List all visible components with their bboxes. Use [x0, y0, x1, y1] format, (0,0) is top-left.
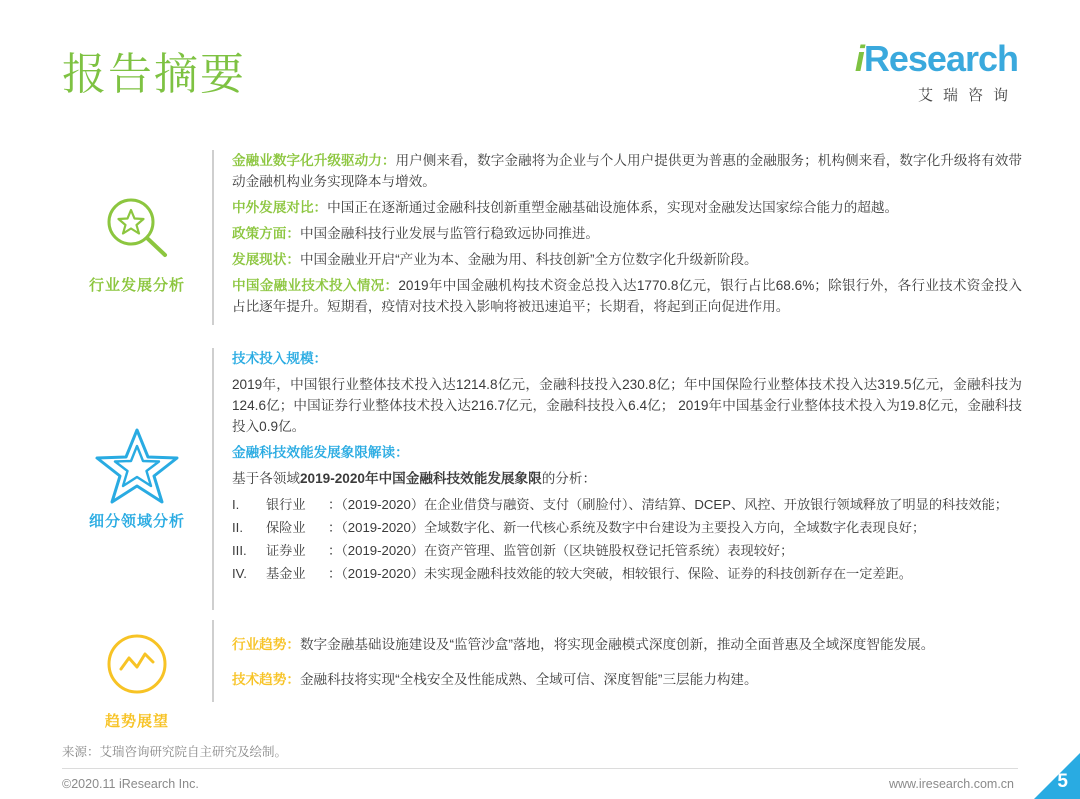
- iresearch-logo: [855, 40, 1018, 105]
- paragraph: [232, 275, 1022, 317]
- star-icon: [62, 428, 212, 500]
- paragraph: [232, 669, 1022, 690]
- section-trend-icon-column: [62, 620, 212, 731]
- paragraph: [232, 634, 1022, 655]
- list-item: [232, 540, 1022, 561]
- logo-subtitle: 艾瑞咨询: [917, 87, 1018, 104]
- paragraph-text-suffix: 的分析：: [541, 471, 597, 486]
- paragraph-lead: 技术趋势：: [232, 672, 300, 687]
- list-item: [232, 494, 1022, 515]
- list-item-text: ：（2019-2020）全域数字化、新一代核心系统及数字中台建设为主要投入方向，全域数字化表现良好；: [328, 520, 926, 535]
- paragraph-text: 金融科技将实现“全栈安全及性能成熟、全域可信、深度智能”三层能力构建。: [299, 672, 758, 687]
- list-item-key: 基金业: [266, 566, 306, 581]
- list-item: [232, 563, 1022, 584]
- paragraph: [232, 223, 1022, 244]
- paragraph: [232, 249, 1022, 270]
- paragraph-lead: 技术投入规模：: [232, 351, 328, 366]
- paragraph-lead: 中外发展对比：: [232, 200, 328, 215]
- trend-circle-icon: [62, 628, 212, 700]
- paragraph-text: 中国金融业开启“产业为本、金融为用、科技创新”全方位数字化升级新阶段。: [299, 252, 758, 267]
- section-trend-body: [212, 620, 1022, 702]
- paragraph-lead: 行业趋势：: [232, 637, 300, 652]
- page-number: 5: [1057, 771, 1068, 792]
- list-item-text: ：（2019-2020）在企业借贷与融资、支付（刷脸付）、清结算、DCEP、风控、开放银行领域释放了明显的科技效能；: [328, 497, 1008, 512]
- paragraph: [232, 348, 1022, 369]
- paragraph: [232, 374, 1022, 437]
- section-trend-outlook: [62, 620, 1022, 731]
- list-item-number: IV.: [232, 566, 247, 581]
- paragraph-text-prefix: 基于各领域: [232, 471, 300, 486]
- list-item-text: ：（2019-2020）在资产管理、监管创新（区块链股权登记托管系统）表现较好；: [328, 543, 794, 558]
- list-item-number: II.: [232, 520, 243, 535]
- section-industry-label: 行业发展分析: [88, 277, 185, 294]
- list-item-number: III.: [232, 543, 247, 558]
- paragraph-lead: 金融科技效能发展象限解读：: [232, 445, 409, 460]
- list-item-key: 保险业: [266, 520, 306, 535]
- list-item-key: 银行业: [266, 497, 306, 512]
- footer-divider: [62, 768, 1018, 769]
- section-industry-icon-column: [62, 150, 212, 295]
- page-title: 报告摘要: [62, 50, 246, 99]
- paragraph-text: 用户侧来看，数字金融将为企业与个人用户提供更为普惠的金融服务；机构侧来看，数字化升级将有效带动金融机构业务实现降本与增效。: [232, 153, 1022, 189]
- paragraph-text: 中国正在逐渐通过金融科技创新重塑金融基础设施体系，实现对金融发达国家综合能力的超越。: [327, 200, 899, 215]
- list-item-text: ：（2019-2020）未实现金融科技效能的较大突破，相较银行、保险、证券的科技创新存在一定差距。: [328, 566, 912, 581]
- paragraph-text: 2019年中国金融机构技术资金总投入达1770.8亿元，银行占比68.6%；除银行外，各行业技术资金投入占比逐年提升。短期看，疫情对技术投入影响将被迅速追平；长期看，将起到正向促进作用。: [232, 278, 1022, 314]
- section-industry-body: [212, 150, 1022, 325]
- paragraph: [232, 442, 1022, 463]
- source-note: 来源：艾瑞咨询研究院自主研究及绘制。: [62, 745, 288, 759]
- paragraph: [232, 197, 1022, 218]
- section-segment-body: [212, 348, 1022, 610]
- section-segment-icon-column: [62, 348, 212, 531]
- paragraph-text: 中国金融科技行业发展与监管行稳致远协同推进。: [299, 226, 600, 241]
- paragraph: [232, 150, 1022, 192]
- section-segment-analysis: [62, 348, 1022, 610]
- paragraph-lead: 发展现状：: [232, 252, 300, 267]
- section-trend-label: 趋势展望: [104, 713, 169, 730]
- list-item-number: I.: [232, 497, 240, 512]
- logo-research-text: Research: [863, 38, 1018, 79]
- paragraph-lead: 政策方面：: [232, 226, 300, 241]
- paragraph-lead: 金融业数字化升级驱动力：: [232, 153, 396, 168]
- logo-i-letter: i: [854, 38, 864, 79]
- section-segment-label: 细分领域分析: [88, 513, 185, 530]
- paragraph-text: 2019年，中国银行业整体技术投入达1214.8亿元，金融科技投入230.8亿；年中国保险行业整体技术投入达319.5亿元，金融科技为124.6亿；中国证券行业整体技术投入达216.7亿元，金融科技投入6.4亿； 2019年中国基金行业整体技术投入为19.8亿元，金融科技投入0.9亿。: [232, 377, 1022, 434]
- paragraph-lead: 中国金融业技术投入情况：: [232, 278, 399, 293]
- website-text: www.iresearch.com.cn: [888, 777, 1014, 791]
- list-item: [232, 517, 1022, 538]
- list-item-key: 证券业: [266, 543, 306, 558]
- copyright-text: ©2020.11 iResearch Inc.: [62, 777, 199, 791]
- section-industry-analysis: [62, 150, 1022, 325]
- paragraph-text: 数字金融基础设施建设及“监管沙盒”落地，将实现金融模式深度创新，推动全面普惠及全域深度智能发展。: [299, 637, 935, 652]
- paragraph-text-bold: 2019-2020年中国金融科技效能发展象限: [299, 471, 542, 486]
- paragraph: [232, 468, 1022, 489]
- magnifier-icon: [62, 192, 212, 264]
